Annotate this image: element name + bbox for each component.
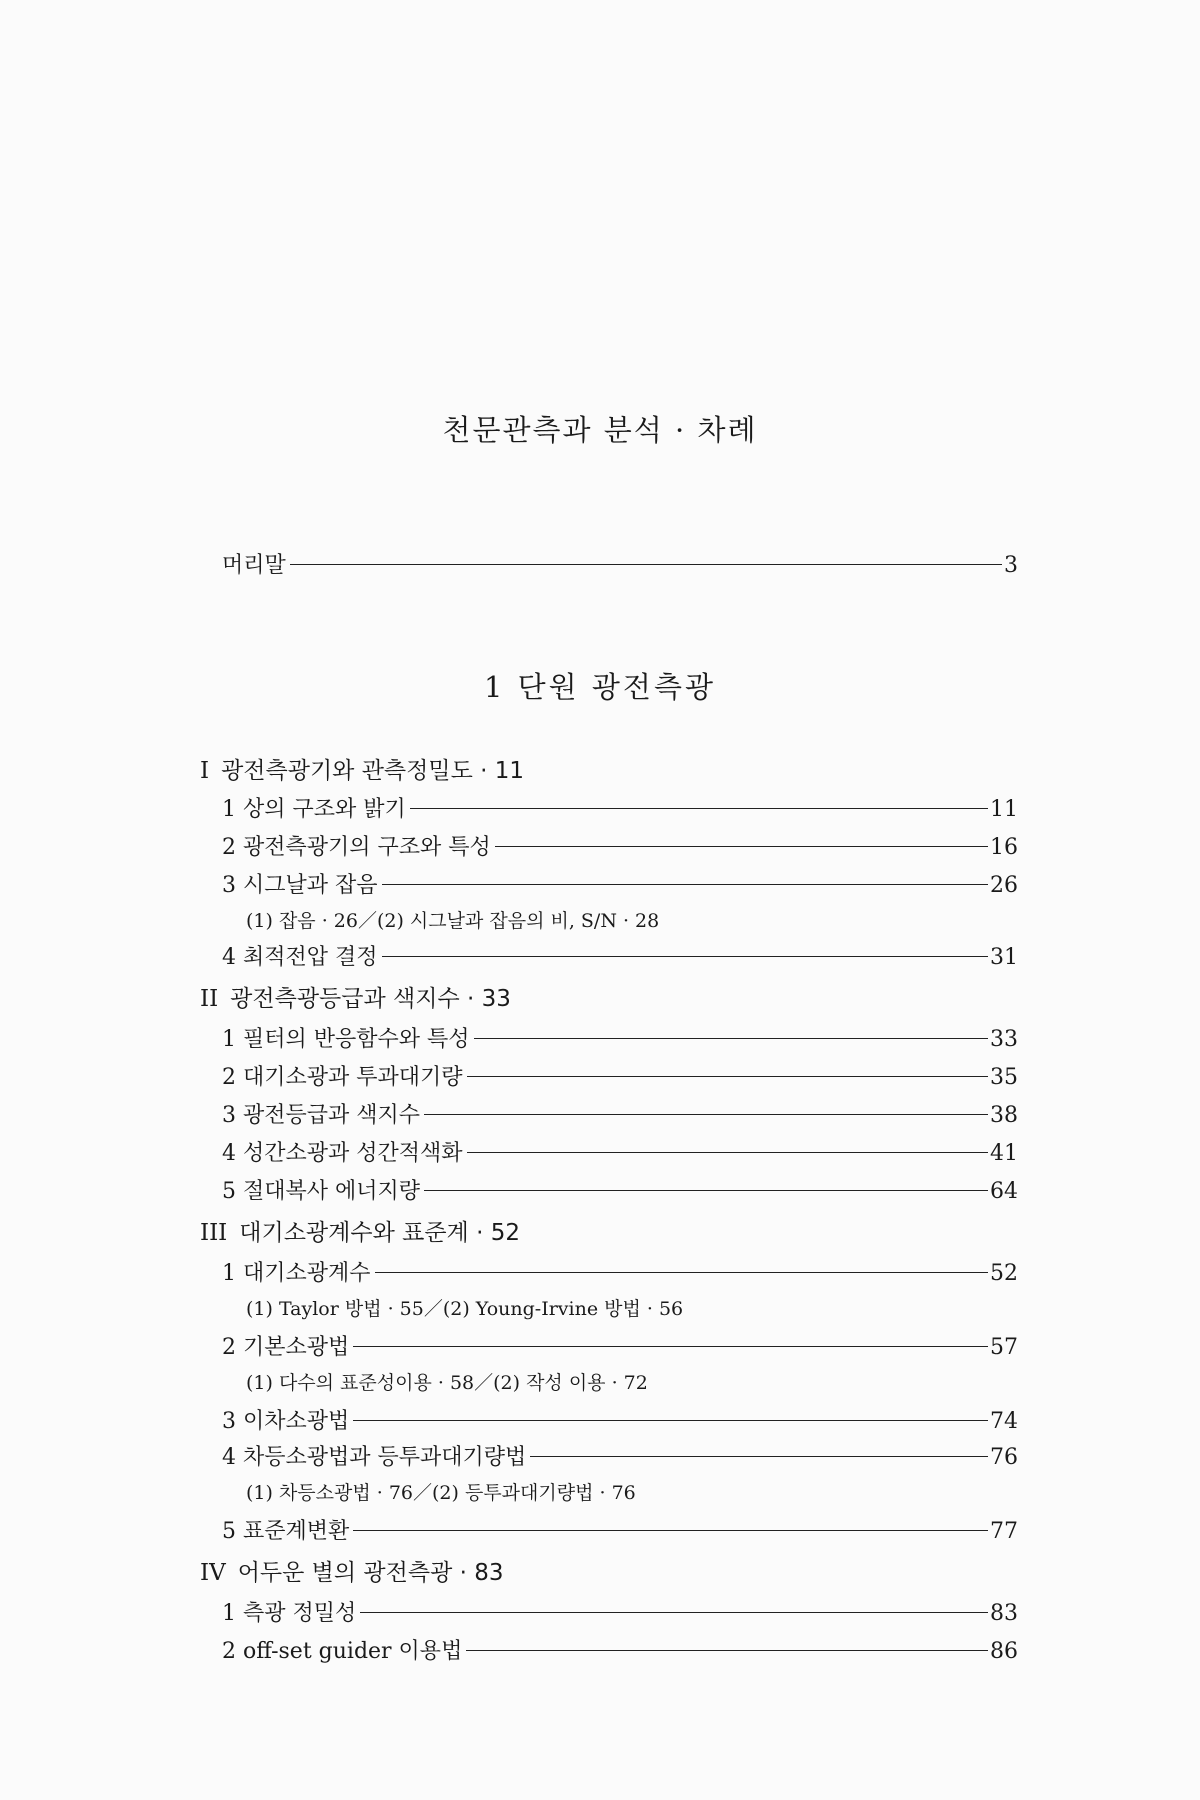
toc-subentry: (1) 차등소광법 · 76／(2) 등투과대기량법 · 76: [246, 1482, 636, 1504]
leader-line: [466, 1650, 988, 1651]
toc-entry-label: 1 필터의 반응함수와 특성: [222, 1027, 470, 1052]
chapter-heading-2: [200, 980, 511, 1013]
toc-entry-label: 4 최적전압 결정: [222, 945, 378, 970]
toc-entry-page: 64: [990, 1179, 1018, 1204]
leader-line: [382, 956, 989, 957]
toc-entry: [222, 1440, 1018, 1471]
leader-line: [290, 564, 1002, 565]
toc-entry-page: 86: [990, 1639, 1018, 1664]
leader-line: [424, 1114, 988, 1115]
toc-entry-page: 38: [990, 1103, 1018, 1128]
chapter-number: III: [200, 1220, 228, 1246]
toc-entry-label: 4 차등소광법과 등투과대기량법: [222, 1445, 527, 1470]
leader-line: [530, 1456, 988, 1457]
toc-entry: [222, 1174, 1018, 1205]
chapter-title: 어두운 별의 광전측광 · 83: [237, 1560, 504, 1586]
chapter-number: IV: [200, 1560, 226, 1586]
toc-entry-page: 74: [990, 1409, 1018, 1434]
toc-entry-label: 4 성간소광과 성간적색화: [222, 1141, 463, 1166]
leader-line: [360, 1612, 988, 1613]
toc-entry: [222, 1136, 1018, 1167]
toc-entry-label: 2 기본소광법: [222, 1335, 350, 1360]
toc-entry-page: 26: [990, 873, 1018, 898]
chapter-number: I: [200, 758, 210, 784]
leader-line: [382, 884, 989, 885]
leader-line: [375, 1272, 988, 1273]
toc-entry-label: 1 측광 정밀성: [222, 1601, 357, 1626]
toc-subentry: (1) Taylor 방법 · 55／(2) Young-Irvine 방법 · 56: [246, 1298, 684, 1320]
leader-line: [353, 1420, 988, 1421]
toc-entry-label: 2 off-set guider 이용법: [222, 1639, 463, 1664]
toc-entry: [222, 1514, 1018, 1545]
leader-line: [353, 1346, 988, 1347]
toc-entry-page: 77: [990, 1519, 1018, 1544]
leader-line: [467, 1152, 988, 1153]
toc-entry: [222, 1060, 1018, 1091]
toc-entry-label: 1 상의 구조와 밝기: [222, 797, 406, 822]
leader-line: [353, 1530, 988, 1531]
leader-line: [474, 1038, 989, 1039]
chapter-heading-3: [200, 1214, 520, 1247]
toc-entry-page: 76: [990, 1445, 1018, 1470]
toc-entry-label: 1 대기소광계수: [222, 1261, 371, 1286]
toc-subentry: (1) 잡음 · 26／(2) 시그날과 잡음의 비, S/N · 28: [246, 910, 660, 932]
toc-entry-page: 83: [990, 1601, 1018, 1626]
toc-entry-page: 41: [990, 1141, 1018, 1166]
leader-line: [495, 846, 988, 847]
toc-entry: [222, 1596, 1018, 1627]
toc-entry: [222, 830, 1018, 861]
chapter-title: 대기소광계수와 표준계 · 52: [239, 1220, 520, 1246]
chapter-title: 광전측광등급과 색지수 · 33: [230, 986, 511, 1012]
leader-line: [467, 1076, 988, 1077]
toc-entry-page: 35: [990, 1065, 1018, 1090]
toc-entry-page: 16: [990, 835, 1018, 860]
chapter-heading-1: [200, 752, 524, 785]
toc-entry: [222, 792, 1018, 823]
toc-entry: [222, 1098, 1018, 1129]
chapter-title: 광전측광기와 관측정밀도 · 11: [221, 758, 525, 784]
toc-entry: [222, 1404, 1018, 1435]
leader-line: [410, 808, 988, 809]
toc-entry-label: 3 이차소광법: [222, 1409, 350, 1434]
chapter-number: II: [200, 986, 219, 1012]
toc-entry-label: 5 절대복사 에너지량: [222, 1179, 420, 1204]
toc-entry: [222, 1330, 1018, 1361]
toc-entry-page: 3: [1004, 553, 1018, 578]
toc-entry-label: 5 표준계변환: [222, 1519, 350, 1544]
toc-entry-page: 33: [990, 1027, 1018, 1052]
toc-entry-label: 3 시그날과 잡음: [222, 873, 378, 898]
toc-entry-page: 57: [990, 1335, 1018, 1360]
toc-entry: [222, 1634, 1018, 1665]
toc-entry-label: 2 대기소광과 투과대기량: [222, 1065, 463, 1090]
toc-entry-page: 31: [990, 945, 1018, 970]
toc-entry-page: 11: [990, 797, 1018, 822]
chapter-heading-4: [200, 1554, 504, 1587]
toc-entry: [222, 940, 1018, 971]
unit-title: 1 단원 광전측광: [484, 670, 716, 704]
toc-entry: [222, 868, 1018, 899]
toc-entry-page: 52: [990, 1261, 1018, 1286]
toc-entry-label: 머리말: [222, 553, 286, 578]
page-title: 천문관측과 분석 · 차례: [442, 413, 758, 447]
toc-entry: [222, 1022, 1018, 1053]
toc-entry: [222, 1256, 1018, 1287]
toc-entry-preface: [222, 548, 1018, 579]
leader-line: [424, 1190, 988, 1191]
toc-subentry: (1) 다수의 표준성이용 · 58／(2) 작성 이용 · 72: [246, 1372, 648, 1394]
toc-entry-label: 2 광전측광기의 구조와 특성: [222, 835, 491, 860]
toc-entry-label: 3 광전등급과 색지수: [222, 1103, 420, 1128]
